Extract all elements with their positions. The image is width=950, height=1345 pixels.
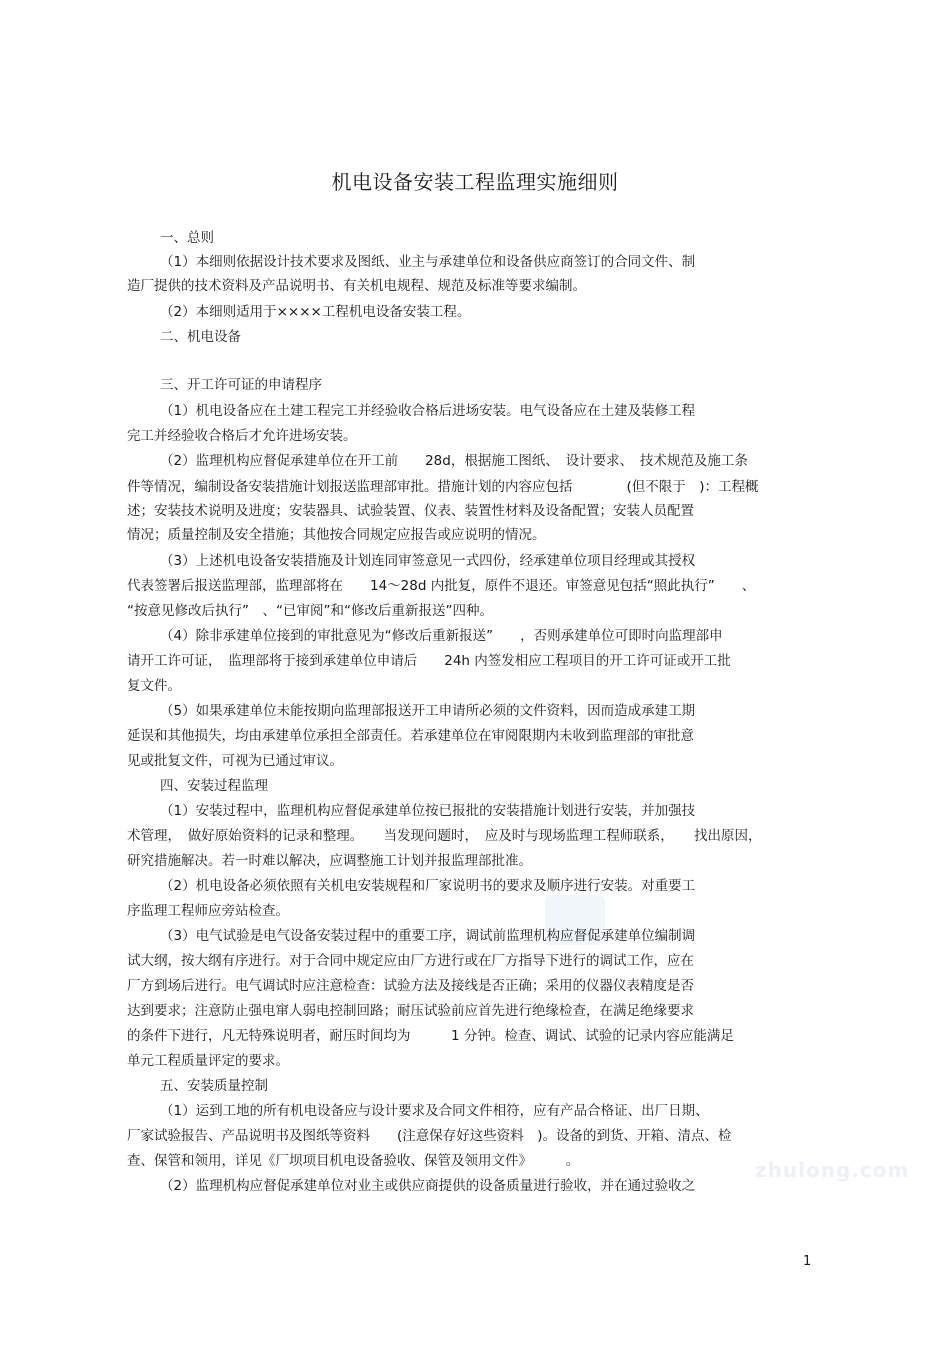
paragraph-line: 造厂提供的技术资料及产品说明书、有关机电规程、规范及标准等要求编制。 <box>127 278 586 294</box>
paragraph-line: 情况；质量控制及安全措施；其他按合同规定应报告或应说明的情况。 <box>127 527 546 543</box>
paragraph-line: （3）上述机电设备安装措施及计划连同审签意见一式四份，经承建单位项目经理或其授权 <box>160 553 696 569</box>
paragraph-line: 代表签署后报送监理部，监理部将在 14～28d 内批复，原件不退还。审签意见包括“照此执行” 、 <box>127 578 756 594</box>
paragraph-line: 请开工许可证， 监理部将于接到承建单位申请后 24h 内签发相应工程项目的开工许可证或开工批 <box>127 653 731 669</box>
paragraph-line: 复文件。 <box>127 678 181 694</box>
paragraph-line: （2）本细则适用于××××工程机电设备安装工程。 <box>160 304 471 320</box>
paragraph-line: 查、保管和领用，详见《厂坝项目机电设备验收、保管及领用文件》 。 <box>127 1153 580 1169</box>
paragraph-line: 见或批复文件，可视为已通过审议。 <box>127 753 343 769</box>
paragraph-line: （1）运到工地的所有机电设备应与设计要求及合同文件相符，应有产品合格证、出厂日期、 <box>160 1103 709 1119</box>
paragraph-line: 的条件下进行，凡无特殊说明者，耐压时间均为 1 分钟。检查、调试、试验的记录内容应能满足 <box>127 1028 734 1044</box>
paragraph-line: 单元工程质量评定的要求。 <box>127 1053 289 1069</box>
paragraph-line: （1）本细则依据设计技术要求及图纸、业主与承建单位和设备供应商签订的合同文件、制 <box>160 254 696 270</box>
paragraph-line: （2）机电设备必须依照有关机电安装规程和厂家说明书的要求及顺序进行安装。对重要工 <box>160 878 696 894</box>
paragraph-line: （5）如果承建单位未能按期向监理部报送开工申请所必须的文件资料，因而造成承建工期 <box>160 703 696 719</box>
section-heading-quality: 五、安装质量控制 <box>160 1078 268 1094</box>
paragraph-line: （1）安装过程中，监理机构应督促承建单位按已报批的安装措施计划进行安装，并加强技 <box>160 803 696 819</box>
paragraph-line: 厂家试验报告、产品说明书及图纸等资料 (注意保存好这些资料 )。设备的到货、开箱、清点、检 <box>127 1128 732 1144</box>
paragraph-line: 达到要求；注意防止强电窜人弱电控制回路；耐压试验前应首先进行绝缘检查，在满足绝缘要求 <box>127 1003 694 1019</box>
watermark-text: zhulong.com <box>755 1158 910 1182</box>
paragraph-line: （2）监理机构应督促承建单位对业主或供应商提供的设备质量进行验收，并在通过验收之 <box>160 1178 696 1194</box>
page-number: 1 <box>803 1254 812 1269</box>
paragraph-line: 术管理， 做好原始资料的记录和整理。 当发现问题时， 应及时与现场监理工程师联系， 找出原因， <box>127 828 762 844</box>
paragraph-line: （3）电气试验是电气设备安装过程中的重要工序，调试前监理机构应督促承建单位编制调 <box>160 928 696 944</box>
paragraph-line: 件等情况，编制设备安装措施计划报送监理部审批。措施计划的内容应包括 (但不限于 )：工程概 <box>127 479 759 495</box>
paragraph-line: 厂方到场后进行。电气调试时应注意检查：试验方法及接线是否正确；采用的仪器仪表精度是否 <box>127 978 694 994</box>
paragraph-line: 研究措施解决。若一时难以解决，应调整施工计划并报监理部批准。 <box>127 853 532 869</box>
paragraph-line: 完工并经验收合格后才允许进场安装。 <box>127 428 357 444</box>
paragraph-line: （2）监理机构应督促承建单位在开工前 28d，根据施工图纸、 设计要求、 技术规范及施工条 <box>160 453 748 469</box>
paragraph-line: 延误和其他损失，均由承建单位承担全部责任。若承建单位在审阅限期内未收到监理部的审批意 <box>127 728 694 744</box>
paragraph-line: 试大纲，按大纲有序进行。对于合同中规定应由厂方进行或在厂方指导下进行的调试工作，应在 <box>127 953 694 969</box>
section-heading-permit: 三、开工许可证的申请程序 <box>160 377 322 393</box>
section-heading-installation: 四、安装过程监理 <box>160 778 268 794</box>
paragraph-line: （4）除非承建单位接到的审批意见为“修改后重新报送” ，否则承建单位可即时向监理部申 <box>160 628 723 644</box>
section-heading-general: 一、总则 <box>160 230 214 246</box>
section-heading-equipment: 二、机电设备 <box>160 329 241 345</box>
paragraph-line: “按意见修改后执行” 、“已审阅”和“修改后重新报送”四种。 <box>127 603 493 619</box>
paragraph-line: 序监理工程师应旁站检查。 <box>127 903 289 919</box>
paragraph-line: （1）机电设备应在土建工程完工并经验收合格后进场安装。电气设备应在土建及装修工程 <box>160 403 696 419</box>
paragraph-line: 述；安装技术说明及进度；安装器具、试验装置、仪表、装置性材料及设备配置；安装人员配置 <box>127 503 694 519</box>
document-title: 机电设备安装工程监理实施细则 <box>331 170 619 194</box>
